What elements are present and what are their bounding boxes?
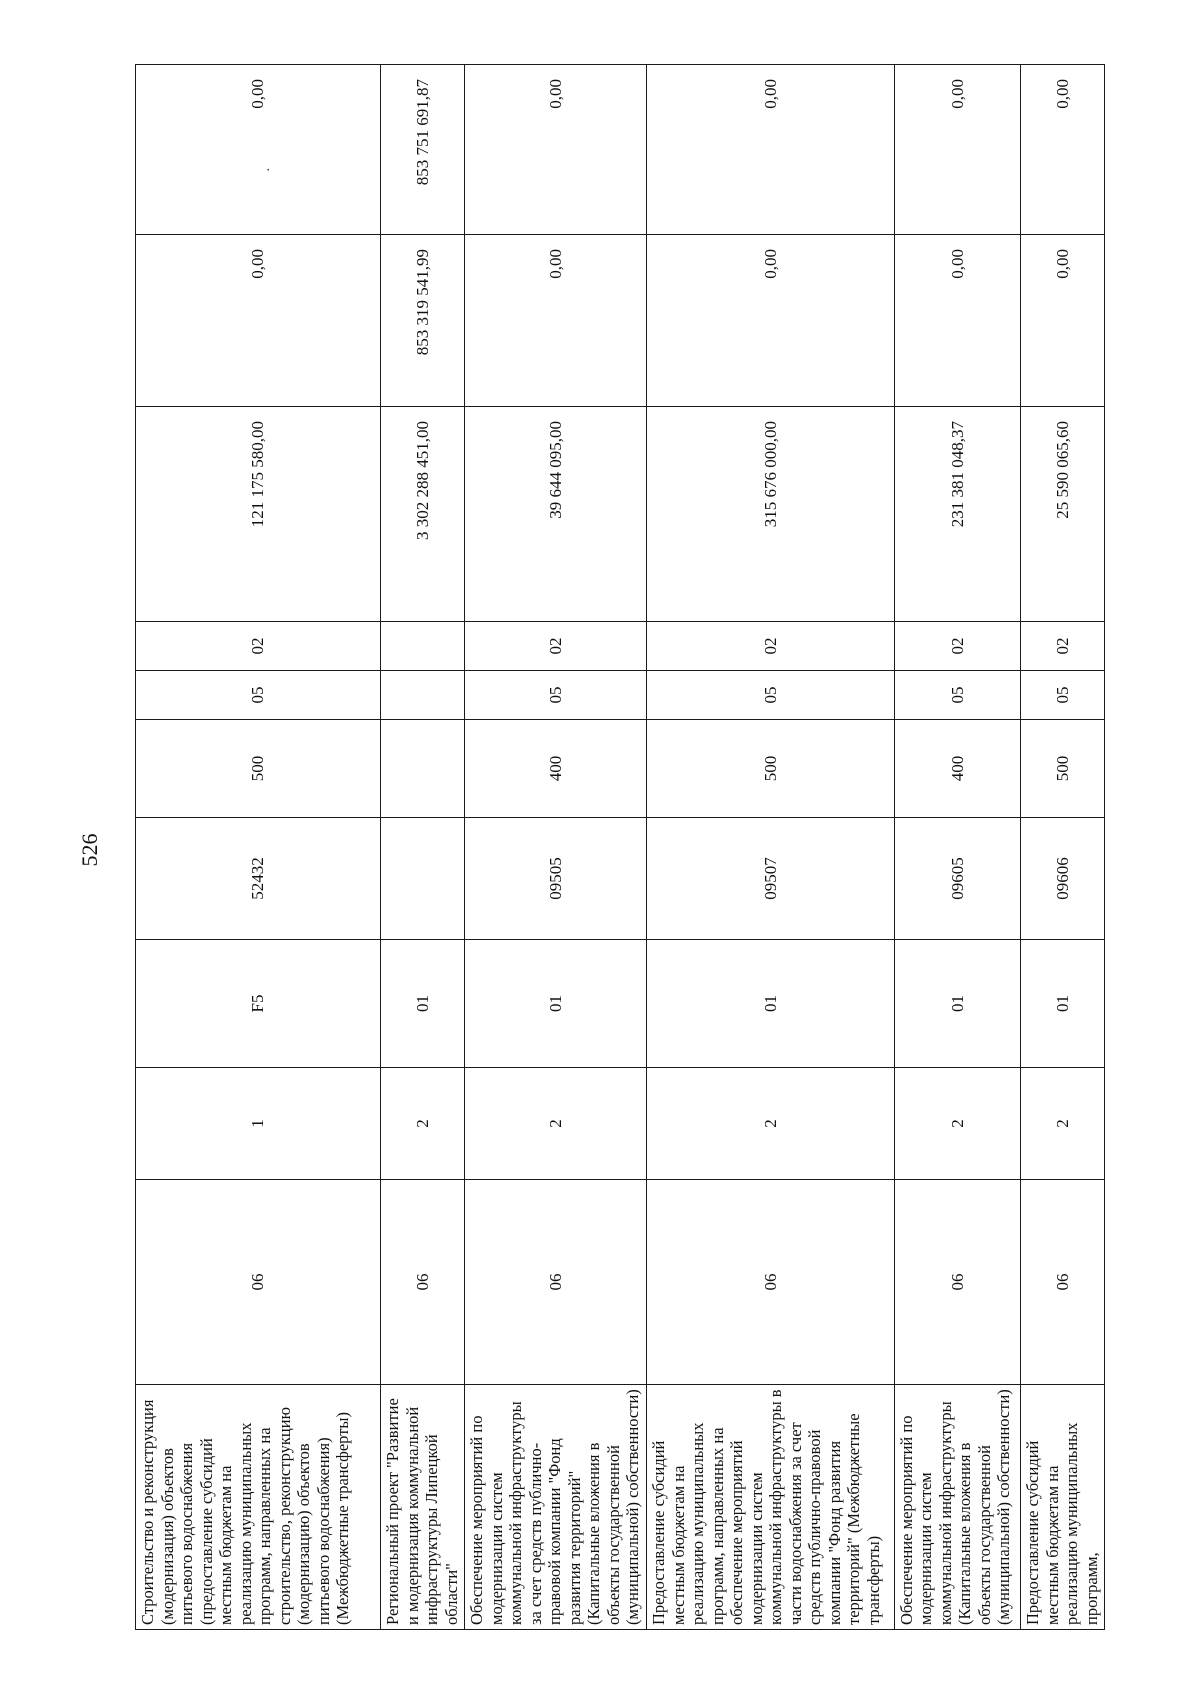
code-program: 06 [1021, 1180, 1105, 1385]
code-subsection: 02 [647, 622, 893, 671]
code-program: 06 [647, 1180, 894, 1385]
sum-year-2: 0,00 [647, 235, 894, 407]
code-direction [381, 818, 465, 940]
code-subsection [381, 622, 464, 671]
code-section [381, 671, 464, 719]
code-section: 05 [947, 686, 967, 704]
code-subprogram: 2 [894, 1068, 1020, 1180]
code-program: 06 [381, 1180, 465, 1385]
code-subprogram: 2 [1021, 1068, 1105, 1180]
row-name: Предоставление субсидий местным бюджетам на реализацию муниципальных программ, направленных на обеспечение мероприятий модернизации систем коммунальной инфраструктуры в части водоснабжения за счет средств публично-правовой компании "Фонд развития территорий" (Межбюджетные трансферты) [647, 1385, 894, 1630]
code-expense-type: 500 [1021, 720, 1105, 818]
stray-mark: . [258, 168, 274, 172]
row-name: Обеспечение мероприятий по модернизации систем коммунальной инфраструктуры (Капитальные вложения в объекты государственной (муниципальной) собственности) [894, 1385, 1020, 1630]
table-row [647, 65, 894, 1630]
sum-year-1: 25 590 065,60 [1021, 407, 1105, 622]
code-subsection: 02 [465, 622, 646, 671]
code-section: 05 [545, 686, 565, 704]
budget-table [135, 64, 1105, 1630]
row-name: Строительство и реконструкция (модернизация) объектов питьевого водоснабжения (предоставление субсидий местным бюджетам на реализацию муниципальных программ, направленных на строительство, реконструкцию (модернизацию) объектов питьевого водоснабжения) (Межбюджетные трансферты) [136, 1385, 381, 1630]
code-direction: 09505 [465, 818, 647, 940]
sum-year-2: 0,00 [465, 235, 647, 407]
table-row [136, 65, 381, 1630]
rotated-table-container [135, 65, 1105, 1630]
sum-year-1: 39 644 095,00 [465, 407, 647, 622]
code-direction: 09507 [647, 818, 894, 940]
table-row [465, 65, 647, 1630]
code-section: 05 [248, 686, 268, 704]
table-row [1021, 65, 1105, 1630]
sum-year-3: 0,00 [248, 79, 268, 109]
code-subprogram: 2 [647, 1068, 894, 1180]
sum-year-1: 315 676 000,00 [647, 407, 894, 622]
sum-year-1: 121 175 580,00 [136, 407, 381, 622]
sum-year-2: 0,00 [1021, 235, 1105, 407]
sum-year-3: 0,00 [894, 65, 1020, 235]
code-project: 01 [465, 940, 647, 1068]
code-subsection: 02 [1021, 622, 1104, 671]
sum-year-3: 0,00 [647, 65, 894, 235]
code-expense-type: 500 [647, 720, 894, 818]
code-project: 01 [894, 940, 1020, 1068]
code-program: 06 [894, 1180, 1020, 1385]
code-subsection: 02 [895, 622, 1020, 671]
code-expense-type: 400 [894, 720, 1020, 818]
code-project: 01 [647, 940, 894, 1068]
table-row [381, 65, 465, 1630]
code-subsection: 02 [136, 622, 380, 671]
code-direction: 09605 [894, 818, 1020, 940]
code-direction: 09606 [1021, 818, 1105, 940]
table-row [894, 65, 1020, 1630]
row-name: Обеспечение мероприятий по модернизации систем коммунальной инфраструктуры за счет средств публично-правовой компании "Фонд развития территорий" (Капитальные вложения в объекты государственной (муниципальной) собственности) [465, 1385, 647, 1630]
code-section: 05 [1052, 686, 1072, 704]
row-name: Региональный проект "Развитие и модернизация коммунальной инфраструктуры Липецкой области" [381, 1385, 465, 1630]
sum-year-1: 231 381 048,37 [894, 407, 1020, 622]
code-project: F5 [136, 940, 381, 1068]
code-project: 01 [1021, 940, 1105, 1068]
code-subprogram: 1 [136, 1068, 381, 1180]
row-name: Предоставление субсидий местным бюджетам на реализацию муниципальных программ, [1021, 1385, 1105, 1630]
sum-year-1: 3 302 288 451,00 [381, 407, 465, 622]
code-expense-type: 500 [136, 720, 381, 818]
code-direction: 52432 [136, 818, 381, 940]
code-project: 01 [381, 940, 465, 1068]
code-expense-type: 400 [465, 720, 647, 818]
code-expense-type [381, 720, 465, 818]
code-program: 06 [136, 1180, 381, 1385]
page-number: 526 [77, 833, 102, 867]
sum-year-3: 853 751 691,87 [381, 65, 465, 235]
code-subprogram: 2 [381, 1068, 465, 1180]
sum-year-2: 853 319 541,99 [381, 235, 465, 407]
code-section: 05 [760, 686, 780, 704]
code-program: 06 [465, 1180, 647, 1385]
sum-year-3: 0,00 [465, 65, 647, 235]
sum-year-2: 0,00 [136, 235, 381, 407]
sum-year-2: 0,00 [894, 235, 1020, 407]
code-subprogram: 2 [465, 1068, 647, 1180]
sum-year-3: 0,00 [1021, 65, 1105, 235]
